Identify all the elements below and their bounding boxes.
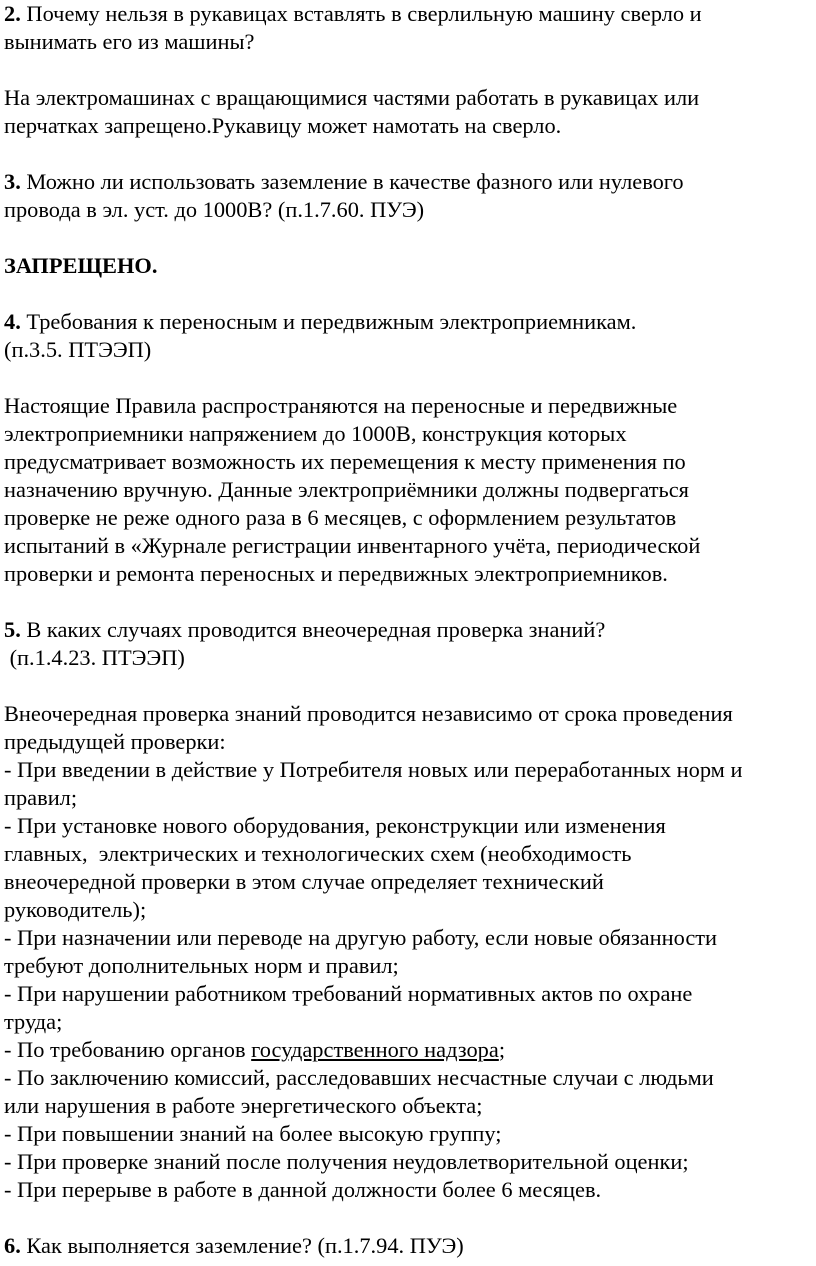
question-2 — [4, 0, 812, 56]
spacer — [4, 56, 812, 84]
question-number: 4. — [4, 309, 21, 334]
question-5-line-1 — [4, 616, 812, 644]
answer-line: электроприемники напряжением до 1000В, конструкция которых — [4, 421, 627, 446]
state-supervision-link[interactable]: государственного надзора — [251, 1037, 499, 1062]
answer-line: испытаний в «Журнале регистрации инвентарного учёта, периодической — [4, 533, 701, 558]
answer-line: труда; — [4, 1009, 63, 1034]
question-text: Как выполняется заземление? (п.1.7.94. ПУЭ) — [20, 1233, 464, 1258]
document-page — [4, 0, 812, 1260]
answer-line: предыдущей проверки: — [4, 729, 226, 754]
answer-line: Внеочередная проверка знаний проводится независимо от срока проведения — [4, 701, 733, 726]
answer-line: правил; — [4, 785, 78, 810]
spacer — [4, 672, 812, 700]
answer-line: - По заключению комиссий, расследовавших несчастные случаи с людьми — [4, 1065, 714, 1090]
nadzor-suffix: ; — [498, 1037, 506, 1062]
question-number: 6. — [4, 1233, 21, 1258]
answer-line: главных, электрических и технологических схем (необходимость — [4, 841, 632, 866]
answer-line: внеочередной проверки в этом случае определяет технический — [4, 869, 604, 894]
answer-line: проверки и ремонта переносных и передвижных электроприемников. — [4, 561, 668, 586]
answer-line: Настоящие Правила распространяются на переносные и передвижные — [4, 393, 678, 418]
spacer — [4, 280, 812, 308]
question-2-line-2: вынимать его из машины? — [4, 29, 255, 54]
question-2-line-1 — [4, 0, 812, 28]
question-text: Требования к переносным и передвижным электроприемникам. — [20, 309, 637, 334]
spacer — [4, 1204, 812, 1232]
answer-line: - При проверке знаний после получения неудовлетворительной оценки; — [4, 1149, 689, 1174]
answer-line: - При введении в действие у Потребителя новых или переработанных норм и — [4, 757, 743, 782]
answer-line: проверке не реже одного раза в 6 месяцев, с оформлением результатов — [4, 505, 677, 530]
answer-line: предусматривает возможность их перемещения к месту применения по — [4, 449, 686, 474]
question-6-line-1 — [4, 1232, 812, 1260]
question-number: 2. — [4, 1, 21, 26]
answer-4 — [4, 392, 812, 588]
question-number: 5. — [4, 617, 21, 642]
question-5-line-2: (п.1.4.23. ПТЭЭП) — [4, 645, 185, 670]
answer-line: назначению вручную. Данные электроприёмники должны подвергаться — [4, 477, 689, 502]
spacer — [4, 224, 812, 252]
answer-line: руководитель); — [4, 897, 147, 922]
answer-3 — [4, 252, 812, 280]
spacer — [4, 588, 812, 616]
question-text: В каких случаях проводится внеочередная проверка знаний? — [20, 617, 606, 642]
question-number: 3. — [4, 169, 21, 194]
question-3-line-2: провода в эл. уст. до 1000В? (п.1.7.60. ПУЭ) — [4, 197, 425, 222]
answer-line: - При назначении или переводе на другую работу, если новые обязанности — [4, 925, 718, 950]
answer-line: На электромашинах с вращающимися частями работать в рукавицах или — [4, 85, 700, 110]
question-5 — [4, 616, 812, 672]
spacer — [4, 364, 812, 392]
question-3-line-1 — [4, 168, 812, 196]
question-text: Почему нельзя в рукавицах вставлять в сверлильную машину сверло и — [20, 1, 702, 26]
answer-line: - При установке нового оборудования, реконструкции или изменения — [4, 813, 666, 838]
nadzor-prefix: - По требованию органов — [4, 1037, 252, 1062]
question-3 — [4, 168, 812, 224]
answer-line: - При повышении знаний на более высокую группу; — [4, 1121, 502, 1146]
question-text: Можно ли использовать заземление в качестве фазного или нулевого — [20, 169, 684, 194]
question-4-line-2: (п.3.5. ПТЭЭП) — [4, 337, 152, 362]
question-4 — [4, 308, 812, 364]
answer-line: требуют дополнительных норм и правил; — [4, 953, 399, 978]
answer-line: - При перерыве в работе в данной должности более 6 месяцев. — [4, 1177, 602, 1202]
answer-line-nadzor — [4, 1036, 812, 1064]
answer-2 — [4, 84, 812, 140]
spacer — [4, 140, 812, 168]
answer-line: - При нарушении работником требований нормативных актов по охране — [4, 981, 693, 1006]
answer-line: перчатках запрещено.Рукавицу может намотать на сверло. — [4, 113, 562, 138]
question-6 — [4, 1232, 812, 1260]
answer-line: или нарушения в работе энергетического объекта; — [4, 1093, 483, 1118]
answer-5 — [4, 700, 812, 1204]
question-4-line-1 — [4, 308, 812, 336]
answer-forbidden: ЗАПРЕЩЕНО. — [4, 253, 158, 278]
